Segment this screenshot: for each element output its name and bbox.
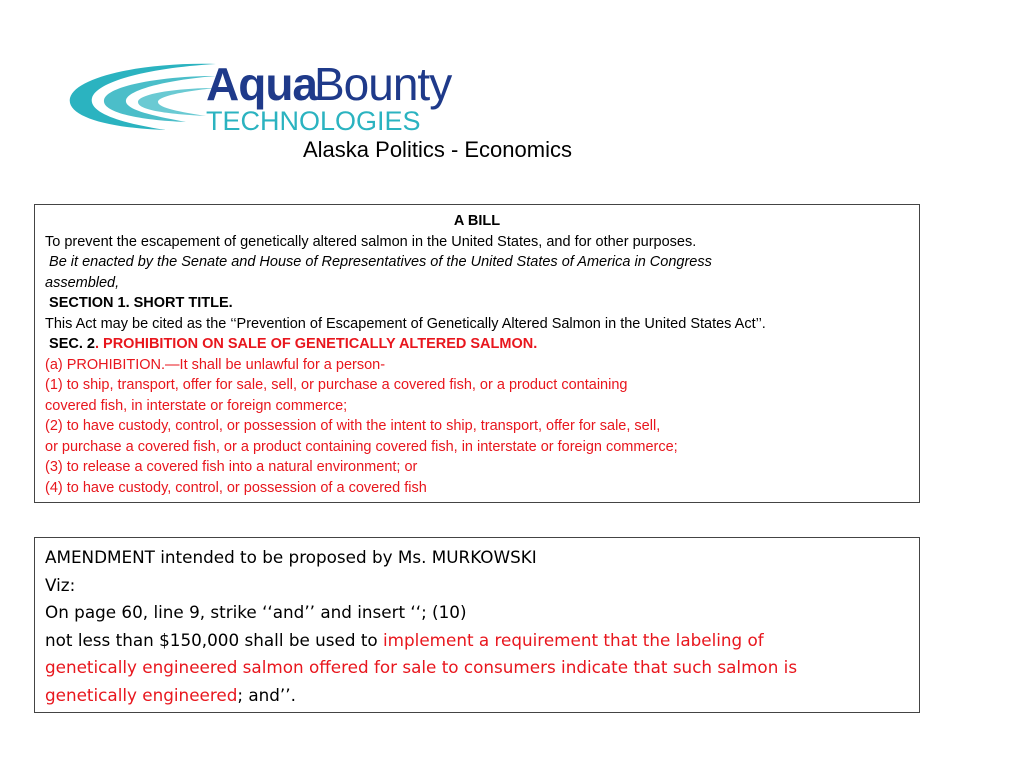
amendment-line-4-black: not less than $150,000 shall be used to bbox=[45, 629, 384, 650]
prohibition-line-3: (3) to release a covered fish into a natural environment; or bbox=[45, 459, 418, 475]
prohibition-line-1: (1) to ship, transport, offer for sale, sell, or purchase a covered fish, or a product containing bbox=[45, 377, 628, 393]
section2-title: . PROHIBITION ON SALE OF GENETICALLY ALTERED SALMON. bbox=[94, 336, 538, 352]
amendment-line-2: Viz: bbox=[45, 574, 76, 595]
bill-enacting-clause-1: Be it enacted by the Senate and House of Representatives of the United States of America in Congress bbox=[45, 254, 712, 270]
bill-purpose: To prevent the escapement of genetically altered salmon in the United States, and for other purposes. bbox=[45, 233, 697, 250]
prohibition-line-1-cont: covered fish, in interstate or foreign commerce; bbox=[45, 397, 348, 414]
section2-heading bbox=[45, 334, 909, 355]
aquabounty-logo bbox=[66, 58, 452, 138]
prohibition-line-2: (2) to have custody, control, or possession of with the intent to ship, transport, offer for sale, sell, bbox=[45, 418, 661, 434]
amendment-line-6 bbox=[45, 682, 909, 710]
logo-swoosh-icon bbox=[66, 58, 216, 138]
amendment-line-6-black: ; and’’. bbox=[237, 684, 296, 705]
logo-aqua-text: Aqua bbox=[206, 58, 317, 110]
prohibition-line-2-cont: or purchase a covered fish, or a product containing covered fish, in interstate or foreign commerce; bbox=[45, 438, 678, 455]
amendment-line-6-red: genetically engineered bbox=[45, 684, 238, 705]
amendment-line-1: AMENDMENT intended to be proposed by Ms. MURKOWSKI bbox=[45, 547, 537, 567]
amendment-line-3: On page 60, line 9, strike ‘‘and’’ and insert ‘‘; (10) bbox=[45, 602, 467, 622]
page-title: Alaska Politics - Economics bbox=[303, 137, 572, 162]
section2-label: SEC. 2 bbox=[45, 336, 95, 352]
prohibition-line-4: (4) to have custody, control, or possession of a covered fish bbox=[45, 479, 427, 496]
amendment-line-5: genetically engineered salmon offered for sale to consumers indicate that such salmon is bbox=[45, 657, 798, 677]
bill-enacting-clause-2: assembled, bbox=[45, 274, 120, 291]
section1-title: SECTION 1. SHORT TITLE. bbox=[45, 295, 233, 311]
bill-heading: A BILL bbox=[453, 213, 501, 229]
amendment-box bbox=[34, 537, 920, 713]
amendment-line-4 bbox=[45, 627, 909, 655]
bill-box bbox=[34, 204, 920, 503]
prohibition-line-a: (a) PROHIBITION.—It shall be unlawful for a person- bbox=[45, 356, 386, 373]
section1-text: This Act may be cited as the ‘‘Prevention of Escapement of Genetically Altered Salmon in the United States Act’’. bbox=[45, 315, 766, 332]
logo-bounty-text: Bounty bbox=[314, 58, 452, 110]
logo-technologies-text: TECHNOLOGIES bbox=[206, 106, 421, 136]
amendment-line-4-red: implement a requirement that the labeling of bbox=[383, 629, 764, 650]
